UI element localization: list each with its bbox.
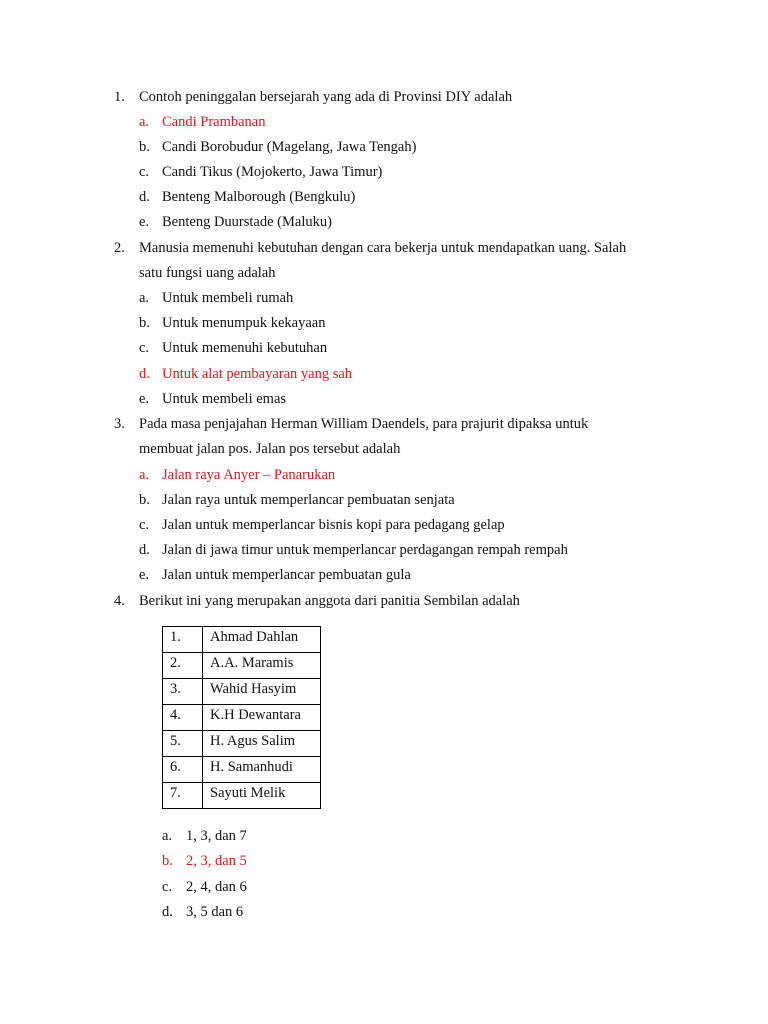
option-text: Untuk menumpuk kekayaan: [162, 315, 326, 331]
table-cell-name: Wahid Hasyim: [203, 679, 321, 705]
table-cell-no: 5.: [163, 731, 203, 757]
table-row: [163, 705, 321, 731]
table-cell-name: H. Samanhudi: [203, 757, 321, 783]
option-letter: d.: [139, 542, 150, 558]
option-text: Untuk membeli emas: [162, 391, 287, 407]
question-text-line2: satu fungsi uang adalah: [139, 265, 276, 281]
option-letter: a.: [139, 467, 150, 483]
option-letter: c.: [139, 164, 150, 180]
option-letter: b.: [139, 139, 150, 155]
question-number: 4.: [114, 593, 125, 609]
table-row: [163, 679, 321, 705]
option-letter: e.: [139, 214, 150, 230]
option-text: 3, 5 dan 6: [186, 904, 244, 920]
option-text: 1, 3, dan 7: [186, 828, 247, 844]
table-cell-name: Ahmad Dahlan: [203, 627, 321, 653]
option-letter: a.: [162, 828, 173, 844]
option-text: Jalan di jawa timur untuk memperlancar perdagangan rempah rempah: [162, 542, 568, 558]
table-cell-no: 2.: [163, 653, 203, 679]
question-text: Contoh peninggalan bersejarah yang ada di Provinsi DIY adalah: [139, 89, 513, 105]
table-cell-name: Sayuti Melik: [203, 783, 321, 809]
table-row: [163, 627, 321, 653]
option-text: Untuk memenuhi kebutuhan: [162, 340, 328, 356]
members-table: [162, 626, 321, 809]
option-text: Jalan raya untuk memperlancar pembuatan senjata: [162, 492, 455, 508]
option-letter: c.: [139, 517, 150, 533]
table-cell-name: K.H Dewantara: [203, 705, 321, 731]
table-cell-name: H. Agus Salim: [203, 731, 321, 757]
option-text: Benteng Duurstade (Maluku): [162, 214, 332, 230]
table-cell-no: 3.: [163, 679, 203, 705]
option-text: Candi Tikus (Mojokerto, Jawa Timur): [162, 164, 383, 180]
option-letter: a.: [139, 290, 150, 306]
option-text: 2, 3, dan 5: [186, 853, 247, 869]
option-letter: d.: [139, 189, 150, 205]
question-number: 1.: [114, 89, 125, 105]
option-letter: c.: [162, 879, 173, 895]
option-text: Untuk membeli rumah: [162, 290, 294, 306]
question-number: 2.: [114, 240, 125, 256]
option-text: Benteng Malborough (Bengkulu): [162, 189, 356, 205]
table-cell-no: 7.: [163, 783, 203, 809]
question-text: Berikut ini yang merupakan anggota dari panitia Sembilan adalah: [139, 593, 520, 609]
question-number: 3.: [114, 416, 125, 432]
option-text: Candi Borobudur (Magelang, Jawa Tengah): [162, 139, 417, 155]
question-text-line1: Pada masa penjajahan Herman William Daendels, para prajurit dipaksa untuk: [139, 416, 589, 432]
option-text: Untuk alat pembayaran yang sah: [162, 366, 353, 382]
option-letter: e.: [139, 391, 150, 407]
option-text: 2, 4, dan 6: [186, 879, 247, 895]
table-row: [163, 757, 321, 783]
option-letter: b.: [139, 315, 150, 331]
table-cell-name: A.A. Maramis: [203, 653, 321, 679]
table-cell-no: 4.: [163, 705, 203, 731]
option-letter: c.: [139, 340, 150, 356]
table-cell-no: 6.: [163, 757, 203, 783]
table-row: [163, 731, 321, 757]
option-text: Jalan untuk memperlancar pembuatan gula: [162, 567, 411, 583]
option-letter: b.: [162, 853, 173, 869]
question-text-line1: Manusia memenuhi kebutuhan dengan cara bekerja untuk mendapatkan uang. Salah: [139, 240, 627, 256]
table-row: [163, 783, 321, 809]
table-row: [163, 653, 321, 679]
option-text: Candi Prambanan: [162, 114, 266, 130]
question-text-line2: membuat jalan pos. Jalan pos tersebut adalah: [139, 441, 401, 457]
option-text: Jalan raya Anyer – Panarukan: [162, 467, 336, 483]
option-letter: d.: [139, 366, 150, 382]
option-letter: a.: [139, 114, 150, 130]
option-letter: d.: [162, 904, 173, 920]
option-letter: b.: [139, 492, 150, 508]
option-text: Jalan untuk memperlancar bisnis kopi para pedagang gelap: [162, 517, 505, 533]
table-cell-no: 1.: [163, 627, 203, 653]
option-letter: e.: [139, 567, 150, 583]
